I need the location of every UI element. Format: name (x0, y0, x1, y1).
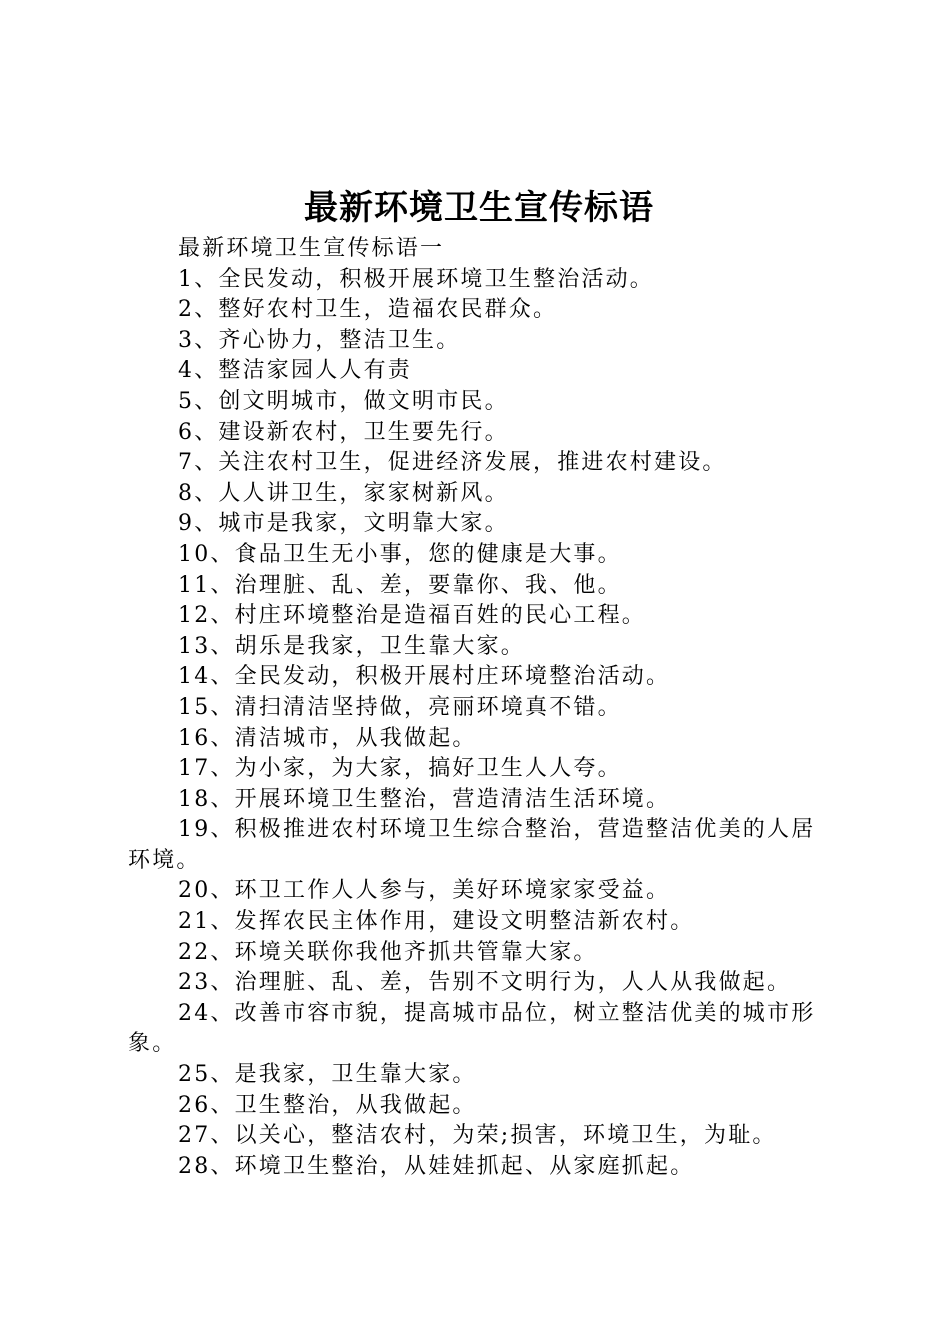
paragraph: 3、齐心协力，整洁卫生。 (178, 327, 461, 353)
paragraph: 16、清洁城市，从我做起。 (178, 725, 477, 751)
paragraph: 18、开展环境卫生整治，营造清洁生活环境。 (178, 786, 671, 812)
paragraph: 22、环境关联你我他齐抓共管靠大家。 (178, 939, 598, 965)
paragraph: 25、是我家，卫生靠大家。 (178, 1062, 477, 1088)
paragraph: 27、以关心，整洁农村，为荣;损害，环境卫生，为耻。 (178, 1123, 777, 1149)
paragraph: 2、整好农村卫生，造福农民群众。 (178, 297, 558, 323)
paragraph: 12、村庄环境整治是造福百姓的民心工程。 (178, 603, 646, 629)
paragraph: 20、环卫工作人人参与，美好环境家家受益。 (178, 878, 671, 904)
document-title: 最新环境卫生宣传标语 (304, 188, 654, 228)
paragraph: 1、全民发动，积极开展环境卫生整治活动。 (178, 266, 654, 292)
paragraph: 7、关注农村卫生，促进经济发展，推进农村建设。 (178, 450, 727, 476)
paragraph: 23、治理脏、乱、差，告别不文明行为，人人从我做起。 (178, 970, 792, 996)
paragraph: 14、全民发动，积极开展村庄环境整治活动。 (178, 664, 671, 690)
paragraph: 9、城市是我家，文明靠大家。 (178, 511, 509, 537)
paragraph: 10、食品卫生无小事，您的健康是大事。 (178, 541, 622, 567)
paragraph: 15、清扫清洁坚持做，亮丽环境真不错。 (178, 694, 622, 720)
paragraph: 24、改善市容市貌，提高城市品位，树立整洁优美的城市形象。 (128, 1000, 816, 1057)
paragraph: 28、环境卫生整治，从娃娃抓起、从家庭抓起。 (178, 1153, 695, 1179)
paragraph: 5、创文明城市，做文明市民。 (178, 388, 509, 414)
paragraph: 6、建设新农村，卫生要先行。 (178, 419, 509, 445)
paragraph: 21、发挥农民主体作用，建设文明整洁新农村。 (178, 909, 695, 935)
paragraph: 13、胡乐是我家，卫生靠大家。 (178, 633, 525, 659)
paragraph: 8、人人讲卫生，家家树新风。 (178, 480, 509, 506)
paragraph: 4、整洁家园人人有责 (178, 358, 412, 384)
document-body (128, 234, 833, 1182)
paragraph: 最新环境卫生宣传标语一 (178, 236, 445, 261)
paragraph: 19、积极推进农村环境卫生综合整治，营造整洁优美的人居环境。 (128, 817, 816, 873)
paragraph: 17、为小家，为大家，搞好卫生人人夸。 (178, 756, 622, 782)
paragraph: 11、治理脏、乱、差，要靠你、我、他。 (178, 572, 622, 598)
paragraph: 26、卫生整治，从我做起。 (178, 1092, 477, 1118)
